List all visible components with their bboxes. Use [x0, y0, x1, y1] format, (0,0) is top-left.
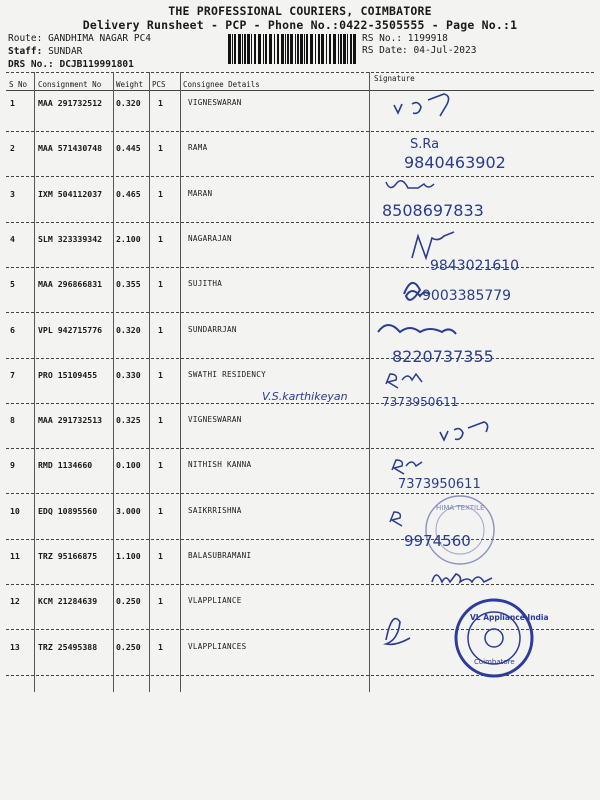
row-weight: 3.000	[116, 505, 141, 516]
signature-scribble	[386, 374, 422, 388]
row-sno: 6	[10, 324, 15, 335]
stamp-vl-appliance-icon	[456, 600, 549, 676]
sig-row4-phone: 9843021610	[430, 258, 520, 274]
rs-date-value: 04-Jul-2023	[413, 45, 477, 56]
row-consignee: RAMA	[188, 143, 208, 153]
row-consignment: MAA 296866831	[38, 279, 103, 290]
row-consignee: VIGNESWARAN	[188, 415, 242, 425]
sig-row3-phone: 8508697833	[382, 201, 484, 220]
company-title: THE PROFESSIONAL COURIERS, COIMBATORE	[168, 4, 432, 18]
row-sno: 5	[10, 279, 15, 290]
row-sno: 7	[10, 369, 15, 380]
col-header-consignment: Consignment No	[38, 80, 102, 89]
sig-row2-phone: 9840463902	[404, 153, 506, 172]
sig-row10-phone: 9974560	[404, 532, 471, 550]
rs-no-label: RS No.:	[362, 33, 403, 44]
row-sno: 1	[10, 98, 15, 108]
row-pcs: 1	[158, 369, 163, 380]
signature-scribble	[386, 181, 434, 188]
row-consignment: TRZ 25495388	[38, 641, 98, 652]
row-weight: 0.250	[116, 641, 141, 652]
row-consignee: SAIKRRISHNA	[188, 505, 242, 515]
row-pcs: 1	[158, 233, 163, 244]
row-consignee: VLAPPLIANCES	[188, 641, 247, 651]
row-pcs: 1	[158, 460, 163, 471]
signature-scribble	[378, 325, 456, 334]
row-consignment: VPL 942715776	[38, 324, 103, 335]
sig-row9-phone: 7373950611	[398, 477, 481, 492]
sig-row6-phone: 8220737355	[392, 347, 494, 366]
drs-value: DCJB119991801	[59, 59, 134, 70]
row-consignment: RMD 1134660	[38, 460, 93, 471]
route-value: GANDHIMA NAGAR PC4	[48, 33, 152, 44]
stamp-vl-city: Coimbatore	[474, 658, 515, 666]
row-consignment: KCM 21284639	[38, 596, 98, 607]
row-weight: 0.320	[116, 324, 141, 335]
row-pcs: 1	[158, 188, 163, 199]
col-header-sno: S No	[9, 80, 28, 89]
row-pcs: 1	[158, 505, 163, 516]
row-consignment: IXM 504112037	[38, 188, 103, 199]
sig-row7-name: V.S.karthikeyan	[262, 390, 348, 403]
sig-row2-name: S.Ra	[410, 137, 440, 152]
row-weight: 2.100	[116, 233, 141, 244]
col-header-consignee: Consignee Details	[183, 80, 260, 89]
row-consignee: SUNDARRJAN	[188, 324, 237, 334]
row-pcs: 1	[158, 143, 163, 154]
stamp-textile-text: HIMA TEXTILE	[436, 504, 485, 512]
col-header-pcs: PCS	[152, 80, 166, 89]
row-weight: 0.325	[116, 415, 141, 426]
row-consignee: VLAPPLIANCE	[188, 596, 242, 606]
stamp-vl-text: VL Appliance India	[470, 613, 549, 622]
row-weight: 0.355	[116, 279, 141, 290]
row-sno: 8	[10, 415, 15, 426]
row-consignment: SLM 323339342	[38, 233, 103, 244]
row-weight: 0.100	[116, 460, 141, 471]
sig-row7-phone: 7373950611	[382, 395, 459, 409]
row-pcs: 1	[158, 551, 163, 561]
signature-scribble	[390, 512, 402, 526]
row-pcs: 1	[158, 415, 163, 426]
row-consignment: PRO 15109455	[38, 369, 98, 380]
route-label: Route:	[8, 33, 43, 44]
row-pcs: 1	[158, 98, 163, 108]
signature-scribble	[386, 619, 410, 645]
signature-scribble	[432, 574, 492, 582]
row-pcs: 1	[158, 596, 163, 607]
row-consignee: MARAN	[188, 188, 213, 198]
stamp-textile-icon	[426, 496, 494, 564]
rs-date-label: RS Date:	[362, 45, 408, 56]
row-sno: 12	[10, 596, 20, 607]
row-consignment: MAA 291732512	[38, 98, 103, 108]
row-sno: 4	[10, 233, 15, 244]
row-consignment: EDQ 10895560	[38, 505, 98, 516]
signature-scribble	[394, 94, 449, 116]
drs-label: DRS No.:	[8, 59, 54, 70]
row-consignee: SWATHI RESIDENCY	[188, 369, 266, 379]
row-pcs: 1	[158, 641, 163, 652]
row-sno: 3	[10, 188, 15, 199]
row-consignee: SUJITHA	[188, 279, 223, 289]
row-weight: 0.250	[116, 596, 141, 607]
row-sno: 11	[10, 551, 20, 561]
signature-scribble	[440, 422, 488, 440]
row-consignment: TRZ 95166875	[38, 551, 98, 561]
runsheet-subtitle: Delivery Runsheet - PCP - Phone No.:0422-3505555 - Page No.:1	[82, 18, 518, 32]
row-weight: 0.465	[116, 188, 141, 199]
row-pcs: 1	[158, 279, 163, 290]
rs-no-value: 1199918	[407, 33, 448, 44]
row-sno: 2	[10, 143, 15, 154]
row-sno: 13	[10, 641, 20, 652]
row-consignment: MAA 291732513	[38, 415, 103, 426]
row-weight: 0.445	[116, 143, 141, 154]
row-sno: 9	[10, 460, 15, 471]
col-header-signature: Signature	[374, 74, 415, 83]
row-consignee: BALASUBRAMANI	[188, 551, 252, 560]
row-consignee: NITHISH KANNA	[188, 460, 252, 470]
row-consignee: VIGNESWARAN	[188, 98, 242, 107]
staff-value: SUNDAR	[48, 46, 83, 57]
row-consignee: NAGARAJAN	[188, 233, 232, 243]
signature-scribble	[392, 460, 422, 474]
row-weight: 0.330	[116, 369, 141, 380]
row-consignment: MAA 571430748	[38, 143, 103, 154]
row-sno: 10	[10, 505, 20, 516]
col-header-weight: Weight	[116, 80, 144, 89]
row-pcs: 1	[158, 324, 163, 335]
signature-scribble	[412, 232, 454, 258]
staff-label: Staff:	[8, 46, 43, 57]
sig-row5-phone: 9003385779	[422, 288, 512, 304]
row-weight: 0.320	[116, 98, 141, 108]
row-weight: 1.100	[116, 551, 141, 561]
